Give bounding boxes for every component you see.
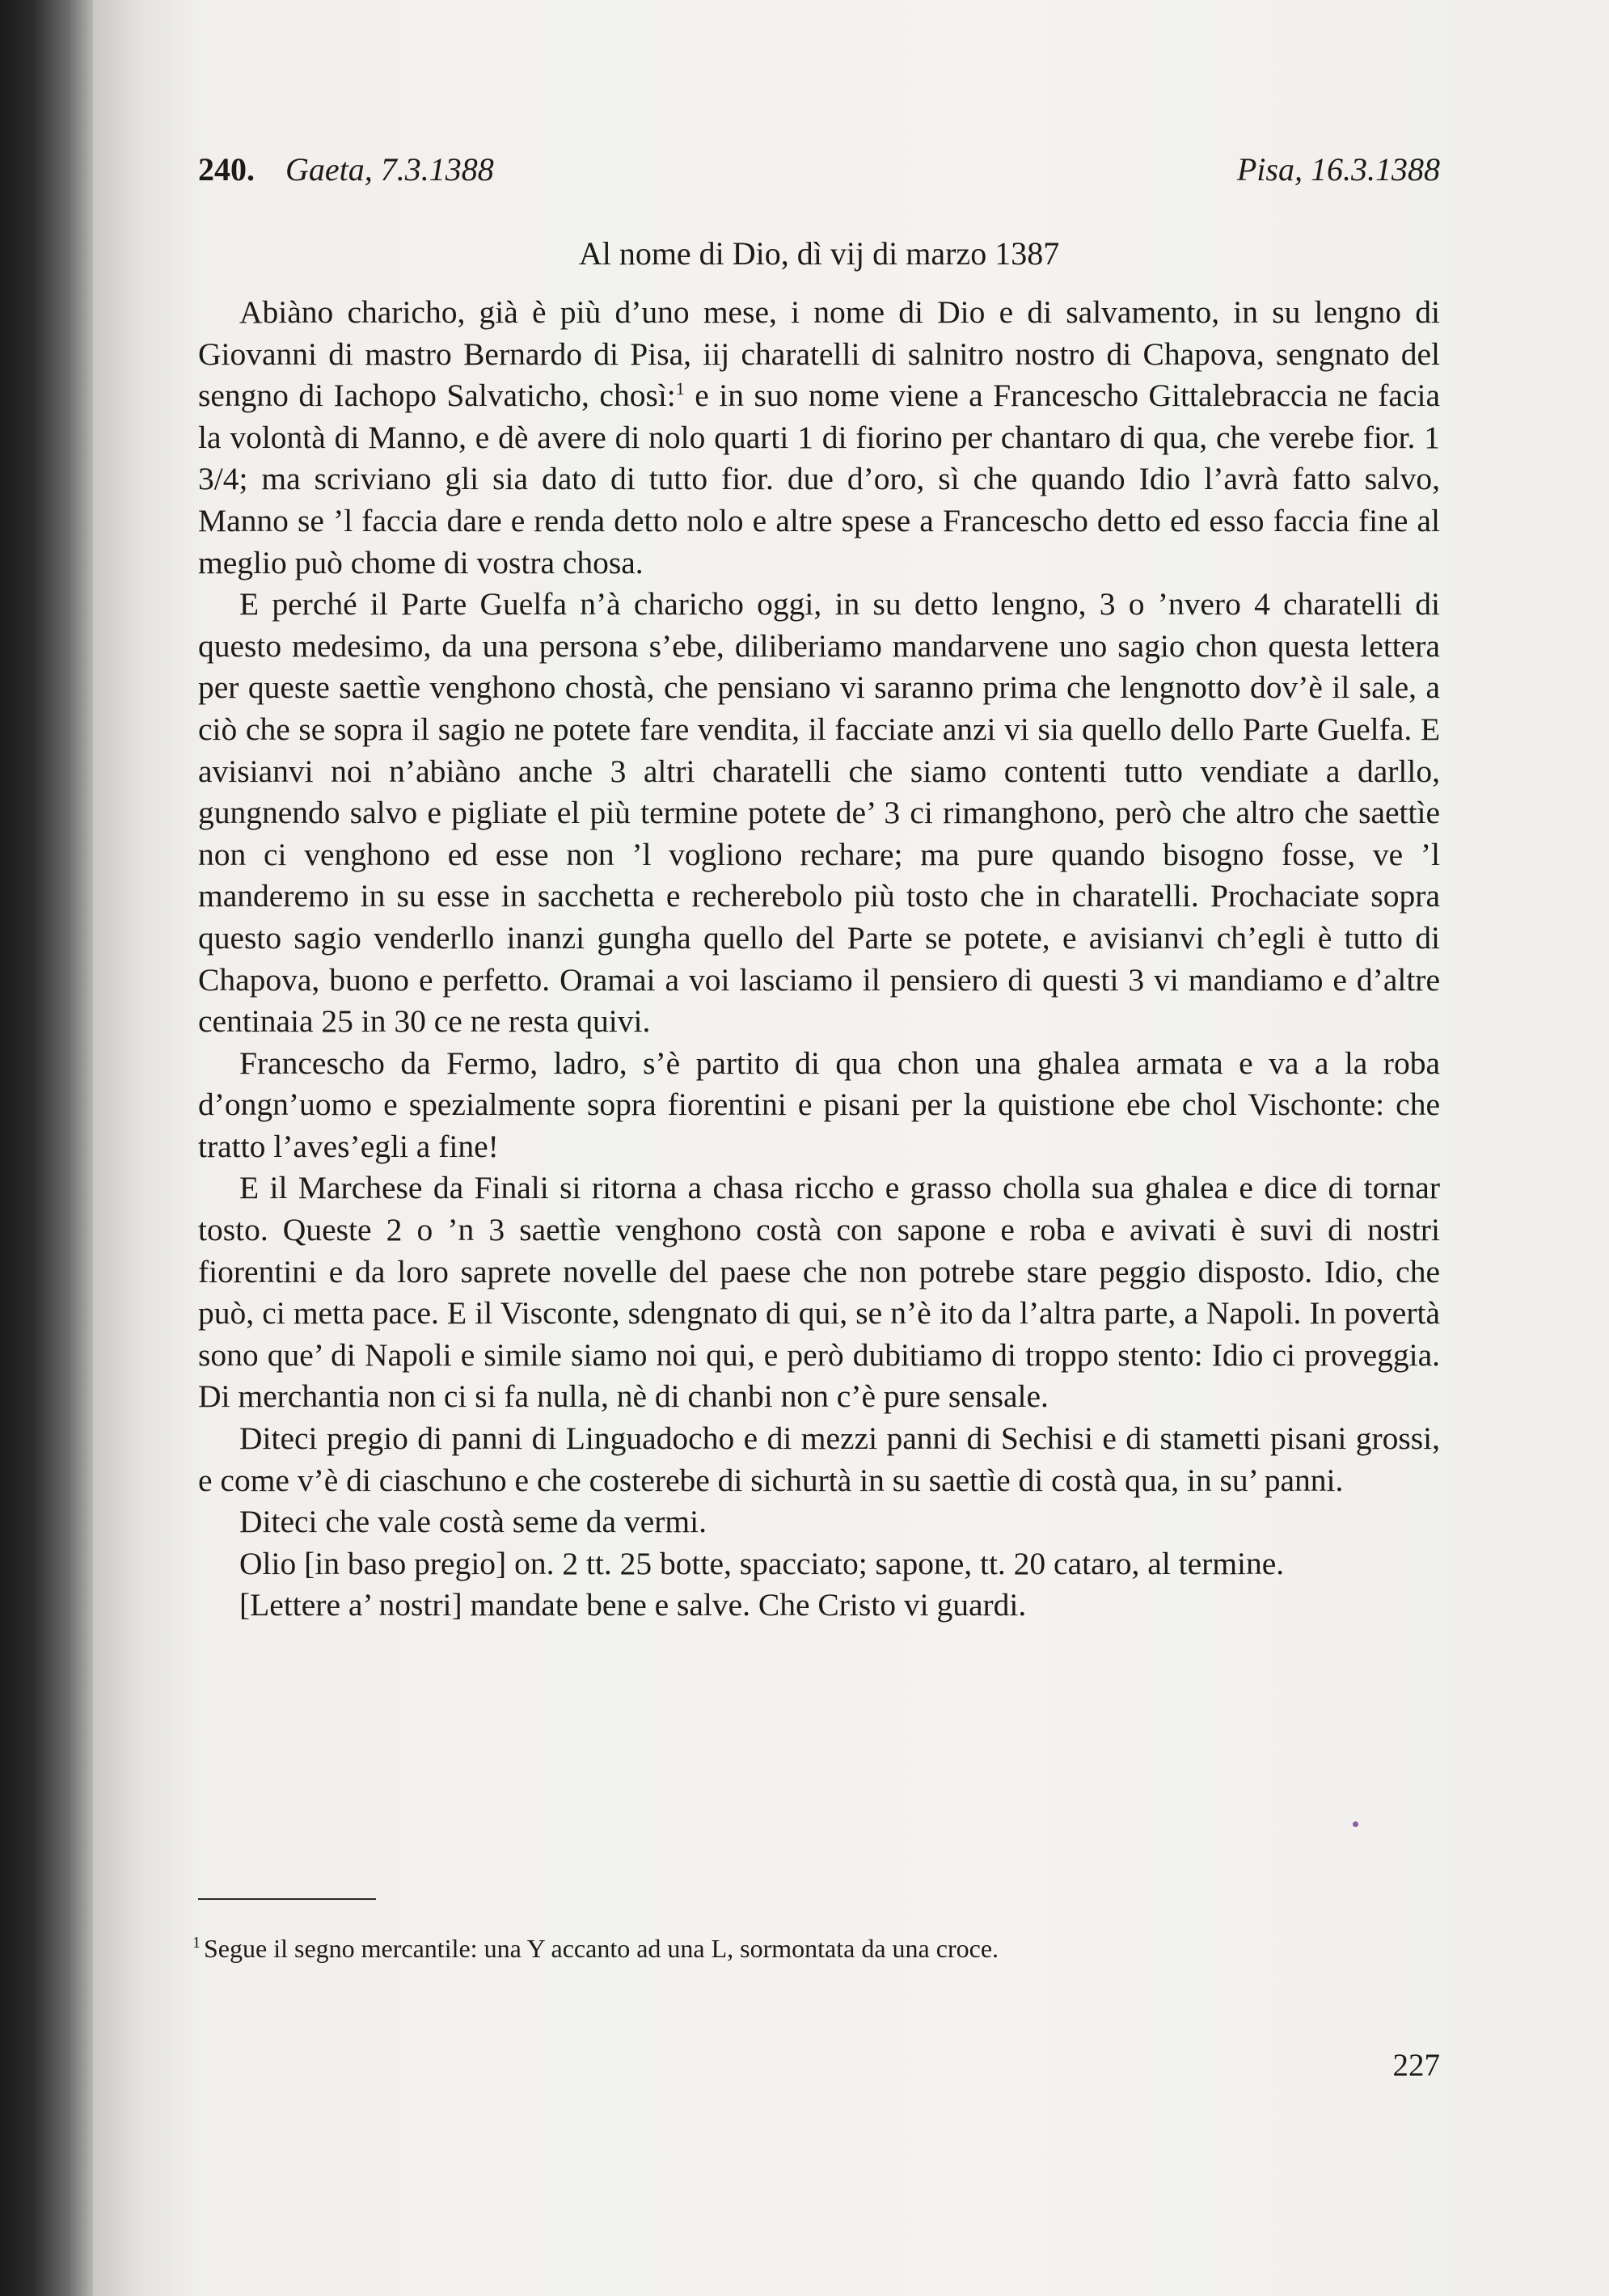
letter-date-line: Al nome di Dio, dì vij di marzo 1387 — [578, 235, 1060, 272]
footnote — [192, 1930, 1440, 1967]
ink-speck — [1353, 1821, 1358, 1827]
paragraph-7: Olio [in baso pregio] on. 2 tt. 25 botte, spacciato; sapone, tt. 20 cataro, al termine. — [239, 1545, 1285, 1581]
paragraph-2: E perché il Parte Guelfa n’à charicho oggi, in su detto lengno, 3 o ’nvero 4 charatelli di questo medesimo, da una persona s’ebe, diliberiamo mandarvene uno sagio chon questa lettera per queste saettìe venghono chostà, che pensiano vi saranno prima che lengnotto dov’è il sale, a ciò che se sopra il sagio ne potete fare vendita, il facciate anzi vi sia quello dello Parte Guelfa. E avisianvi noi n’abiàno anche 3 altri charatelli che siamo contenti tutto vendiate a darllo, gungnendo salvo e pigliate el più termine potete de’ 3 ci rimanghono, però che altro che saettìe non ci venghono ed esse non ’l vogliono rechare; ma pure quando bisogno fosse, ve ’l manderemo in su esse in sacchetta e recherebolo più tosto che in charatelli. Prochaciate sopra questo sagio venderllo inanzi gungha quello del Parte se potete, e avisianvi ch’egli è tutto di Chapova, buono e perfetto. Oramai a voi lasciamo il pensiero di questi 3 vi mandiamo e d’altre centinaia 25 in 30 ce ne resta quivi. — [198, 586, 1440, 1040]
footnote-reference: 1 — [675, 378, 685, 399]
footnote-number: 1 — [192, 1934, 201, 1952]
paragraph-3: Francescho da Fermo, ladro, s’è partito di qua chon una ghalea armata e va a la roba d’ongn’uomo e spezialmente sopra fiorentini e pisani per la quistione ebe chol Vischonte: che tratto l’aves’egli a fine! — [198, 1045, 1440, 1164]
paragraph-4: E il Marchese da Finali si ritorna a chasa ricchо e grasso cholla sua ghalea e dice di tornar tosto. Queste 2 o ’n 3 saettìe venghono costà con sapone e roba e avivati è suvi di nostri fiorentini e da loro saprete novelle del paese che non potrebe stare peggio disposto. Idio, che può, ci metta pace. E il Visconte, sdengnato di qui, se n’è ito da l’altra parte, a Napoli. In povertà sono que’ di Napoli e simile siamo noi qui, e però dubitiamo di troppo stento: Idio ci proveggia. Di merchantia non ci si fa nulla, nè di chanbi non c’è pure sensale. — [198, 1170, 1440, 1415]
sender-place-date: Gaeta, 7.3.1388 — [285, 151, 494, 188]
letter-body — [198, 292, 1440, 1627]
running-head — [198, 146, 1440, 194]
page-number: 227 — [1392, 2048, 1440, 2083]
paragraph-5: Diteci pregio di panni di Linguadocho e di mezzi panni di Sechisi e di stametti pisani grossi, e come v’è di ciaschuno e che costerebe di sichurtà in su saettìe di costà qua, in su’ panni. — [198, 1420, 1440, 1498]
paragraph-1-text-a: Abiàno charicho, già è più d’uno mese, i nome di Dio e di salvamento, in su lengno di Giovanni di mastro Bernardo di Pisa, iij charatelli di salnitro nostro di Chapova, sengnato del sengno di Iachopo Salvaticho, chosì: — [198, 294, 1440, 414]
paragraph-6: Diteci che vale costà seme da vermi. — [239, 1504, 707, 1540]
footnote-text: Segue il segno mercantile: una Y accanto ad una L, sormontata da una croce. — [204, 1934, 999, 1963]
paragraph-8: [Lettere a’ nostri] mandate bene e salve. Che Cristo vi guardi. — [239, 1587, 1027, 1623]
recipient-place-date: Pisa, 16.3.1388 — [1236, 151, 1440, 188]
footnote-separator — [198, 1898, 376, 1900]
paragraph-1 — [198, 292, 1440, 584]
document-number: 240. — [198, 151, 255, 188]
paragraph-1-text-b: e in suo nome viene a Franceschо Gittalebraccia ne facia la volontà di Manno, e dè avere di nolo quarti 1 di fiorino per chantaro di qua, che verebe fior. 1 3/4; ma scriviano gli sia dato di tutto fior. due d’oro, sì che quando Idio l’avrà fatto salvo, Manno se ’l faccia dare e renda detto nolo e altre spese a Francescho detto ed esso faccia fine al meglio può chome di vostra chosa. — [198, 378, 1441, 580]
